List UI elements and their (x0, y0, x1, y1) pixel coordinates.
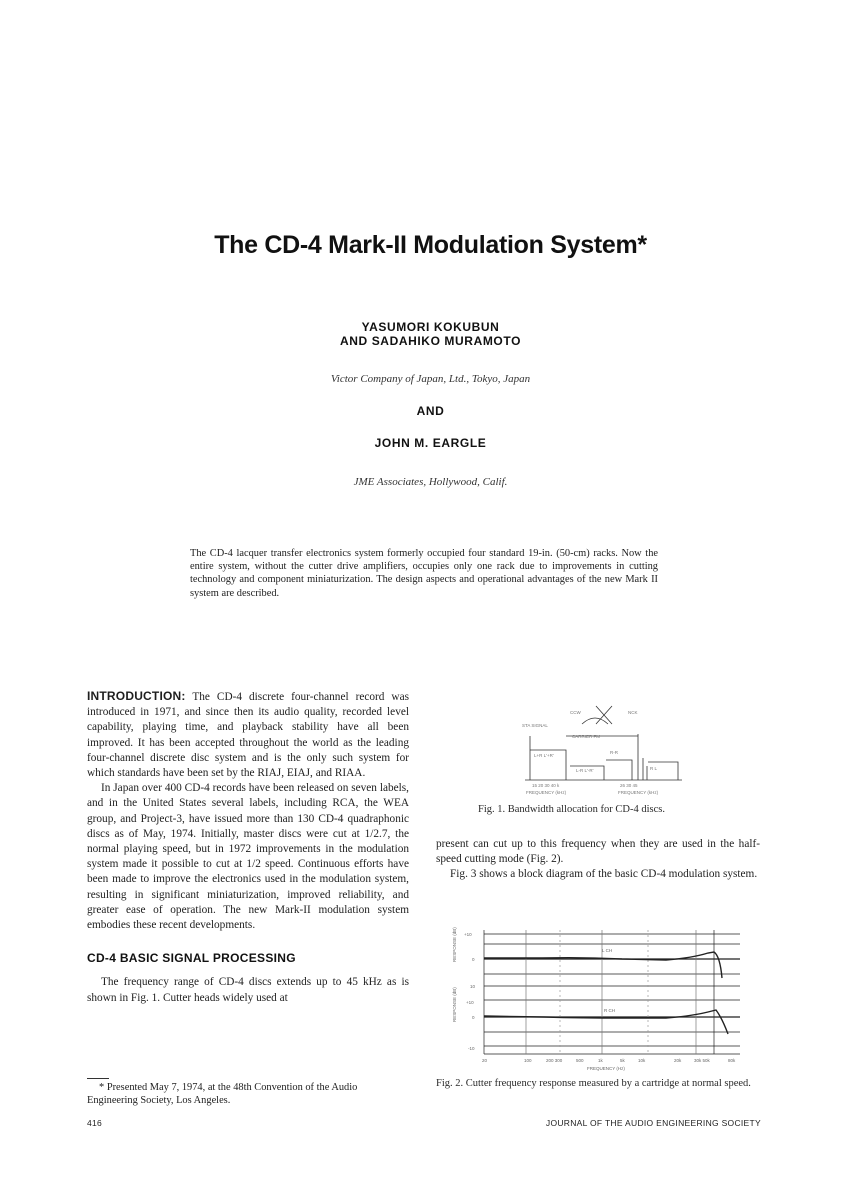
fig1-label-carrier: CARRIER FM (572, 734, 600, 739)
authors-and: AND (416, 404, 445, 418)
fig1-label-sub2: R-R (610, 750, 618, 755)
left-column (87, 689, 409, 1006)
fig2-x-label: FREQUENCY (Hz) (587, 1066, 625, 1071)
figure-2-caption: Fig. 2. Cutter frequency response measured by a cartridge at normal speed. (436, 1078, 751, 1089)
authors-line-1: YASUMORI KOKUBUN (361, 320, 500, 334)
svg-text:1k: 1k (598, 1058, 603, 1063)
affiliation-victor: Victor Company of Japan, Ltd., Tokyo, Japan (330, 373, 531, 385)
abstract: The CD-4 lacquer transfer electronics system formerly occupied four standard 19-in. (50-cm) racks. Now the entire system, without the cutter drive amplifiers, occupies only one rack due to improvements in cutting technology and component miniaturization. The design aspects and operational advantages of the new Mark II system are described. (190, 548, 658, 599)
svg-text:500: 500 (576, 1058, 584, 1063)
fig2-curve-label-upper: L CH (602, 948, 613, 953)
fig1-label-right: NCK (628, 710, 638, 715)
fig1-label-base: L+R L'+R' (534, 753, 554, 758)
svg-text:5k: 5k (620, 1058, 625, 1063)
svg-text:10: 10 (470, 984, 476, 989)
svg-text:100: 100 (524, 1058, 532, 1063)
authors-line-2: AND SADAHIKO MURAMOTO (339, 334, 522, 348)
figure-2-response-chart (452, 922, 742, 1072)
right-column (436, 837, 760, 883)
right-paragraph-2: Fig. 3 shows a block diagram of the basic CD-4 modulation system. (450, 868, 758, 881)
footnote (87, 1081, 409, 1107)
fig2-y-tick: +10 (464, 932, 472, 937)
footnote-marker: * (99, 1082, 105, 1093)
fig1-label-sub1: L-R L'-R' (576, 768, 594, 773)
figure-1-caption: Fig. 1. Bandwidth allocation for CD-4 discs. (478, 804, 665, 815)
svg-text:30k 50k: 30k 50k (694, 1058, 710, 1063)
paragraph-3: The frequency range of CD-4 discs extends up to 45 kHz as is shown in Fig. 1. Cutter heads widely used at (87, 976, 409, 1004)
svg-text:-10: -10 (468, 1046, 475, 1051)
fig2-response-curve-lower (484, 1010, 728, 1034)
svg-text:200 300: 200 300 (546, 1058, 563, 1063)
affiliation-jme: JME Associates, Hollywood, Calif. (353, 476, 508, 488)
fig2-curve-label-lower: R CH (604, 1008, 615, 1013)
figure-1-bandwidth-chart (520, 694, 685, 796)
right-paragraph-1: present can cut up to this frequency when they are used in the half-speed cutting mode (Fig. 2). (436, 838, 760, 866)
paragraph-2: In Japan over 400 CD-4 records have been released on seven labels, and in the United States several labels, including RCA, the WEA group, and Project-3, have issued more than 130 CD-4 quadraphonic discs as of May, 1974. Initially, master discs were cut at 1/2.7, the normal playing speed, but in 1972 improvements in the modulation system made it possible to cut at 1/2 speed. Continuous efforts have been made to improve the electronics used in the modulation system, resulting in significant miniaturization, improved reliability, and greater ease of operation. The new Mark-II modulation system embodies these recent developments. (87, 782, 409, 932)
fig1-label-stage: STA SIGNAL (522, 723, 548, 728)
fig2-y-label-upper: RESPONSE (dB) (452, 927, 457, 962)
svg-text:80k: 80k (728, 1058, 736, 1063)
author-eargle: JOHN M. EARGLE (374, 436, 487, 450)
fig2-x-ticks: 20 (482, 1058, 488, 1063)
fig1-x-ticks: 15 20 30 40 k (532, 783, 560, 788)
fig2-y-label-lower: RESPONSE (dB) (452, 987, 457, 1022)
journal-name: JOURNAL OF THE AUDIO ENGINEERING SOCIETY (545, 1118, 761, 1128)
section-heading-signal-processing: CD-4 BASIC SIGNAL PROCESSING (87, 951, 296, 966)
svg-text:20k: 20k (674, 1058, 682, 1063)
fig1-x-label-left: FREQUENCY (kHz) (526, 790, 567, 795)
fig1-label-left: CCW (570, 710, 581, 715)
fig1-x-label-right: FREQUENCY (kHz) (618, 790, 659, 795)
fig1-sub-band-3 (648, 762, 678, 780)
svg-text:0: 0 (472, 1015, 475, 1020)
fig1-label-sub3: R L (650, 766, 658, 771)
svg-text:26 30 45: 26 30 45 (620, 783, 638, 788)
svg-text:0: 0 (472, 957, 475, 962)
page-number: 416 (87, 1118, 103, 1128)
fig1-head-icon (582, 718, 608, 724)
introduction-paragraph: INTRODUCTION: The CD-4 discrete four-channel record was introduced in 1971, and since then its audio quality, recorded level capability, playing time, and playback stability have all been improved. It has been accepted throughout the world as the leading four-channel discrete disc system and is the only such system for which standards have been set by the RIAJ, EIAJ, and RIAA. (87, 689, 409, 780)
fig1-carrier-band (566, 736, 638, 780)
paper-title: The CD-4 Mark-II Modulation System* (214, 231, 647, 259)
introduction-heading: INTRODUCTION: (87, 689, 186, 703)
svg-text:10k: 10k (638, 1058, 646, 1063)
footnote-text: Presented May 7, 1974, at the 48th Convention of the Audio Engineering Society, Los Angeles. (87, 1082, 358, 1106)
fig1-sub-band-2 (606, 760, 632, 780)
svg-text:+10: +10 (466, 1000, 474, 1005)
footnote-rule (87, 1078, 109, 1079)
